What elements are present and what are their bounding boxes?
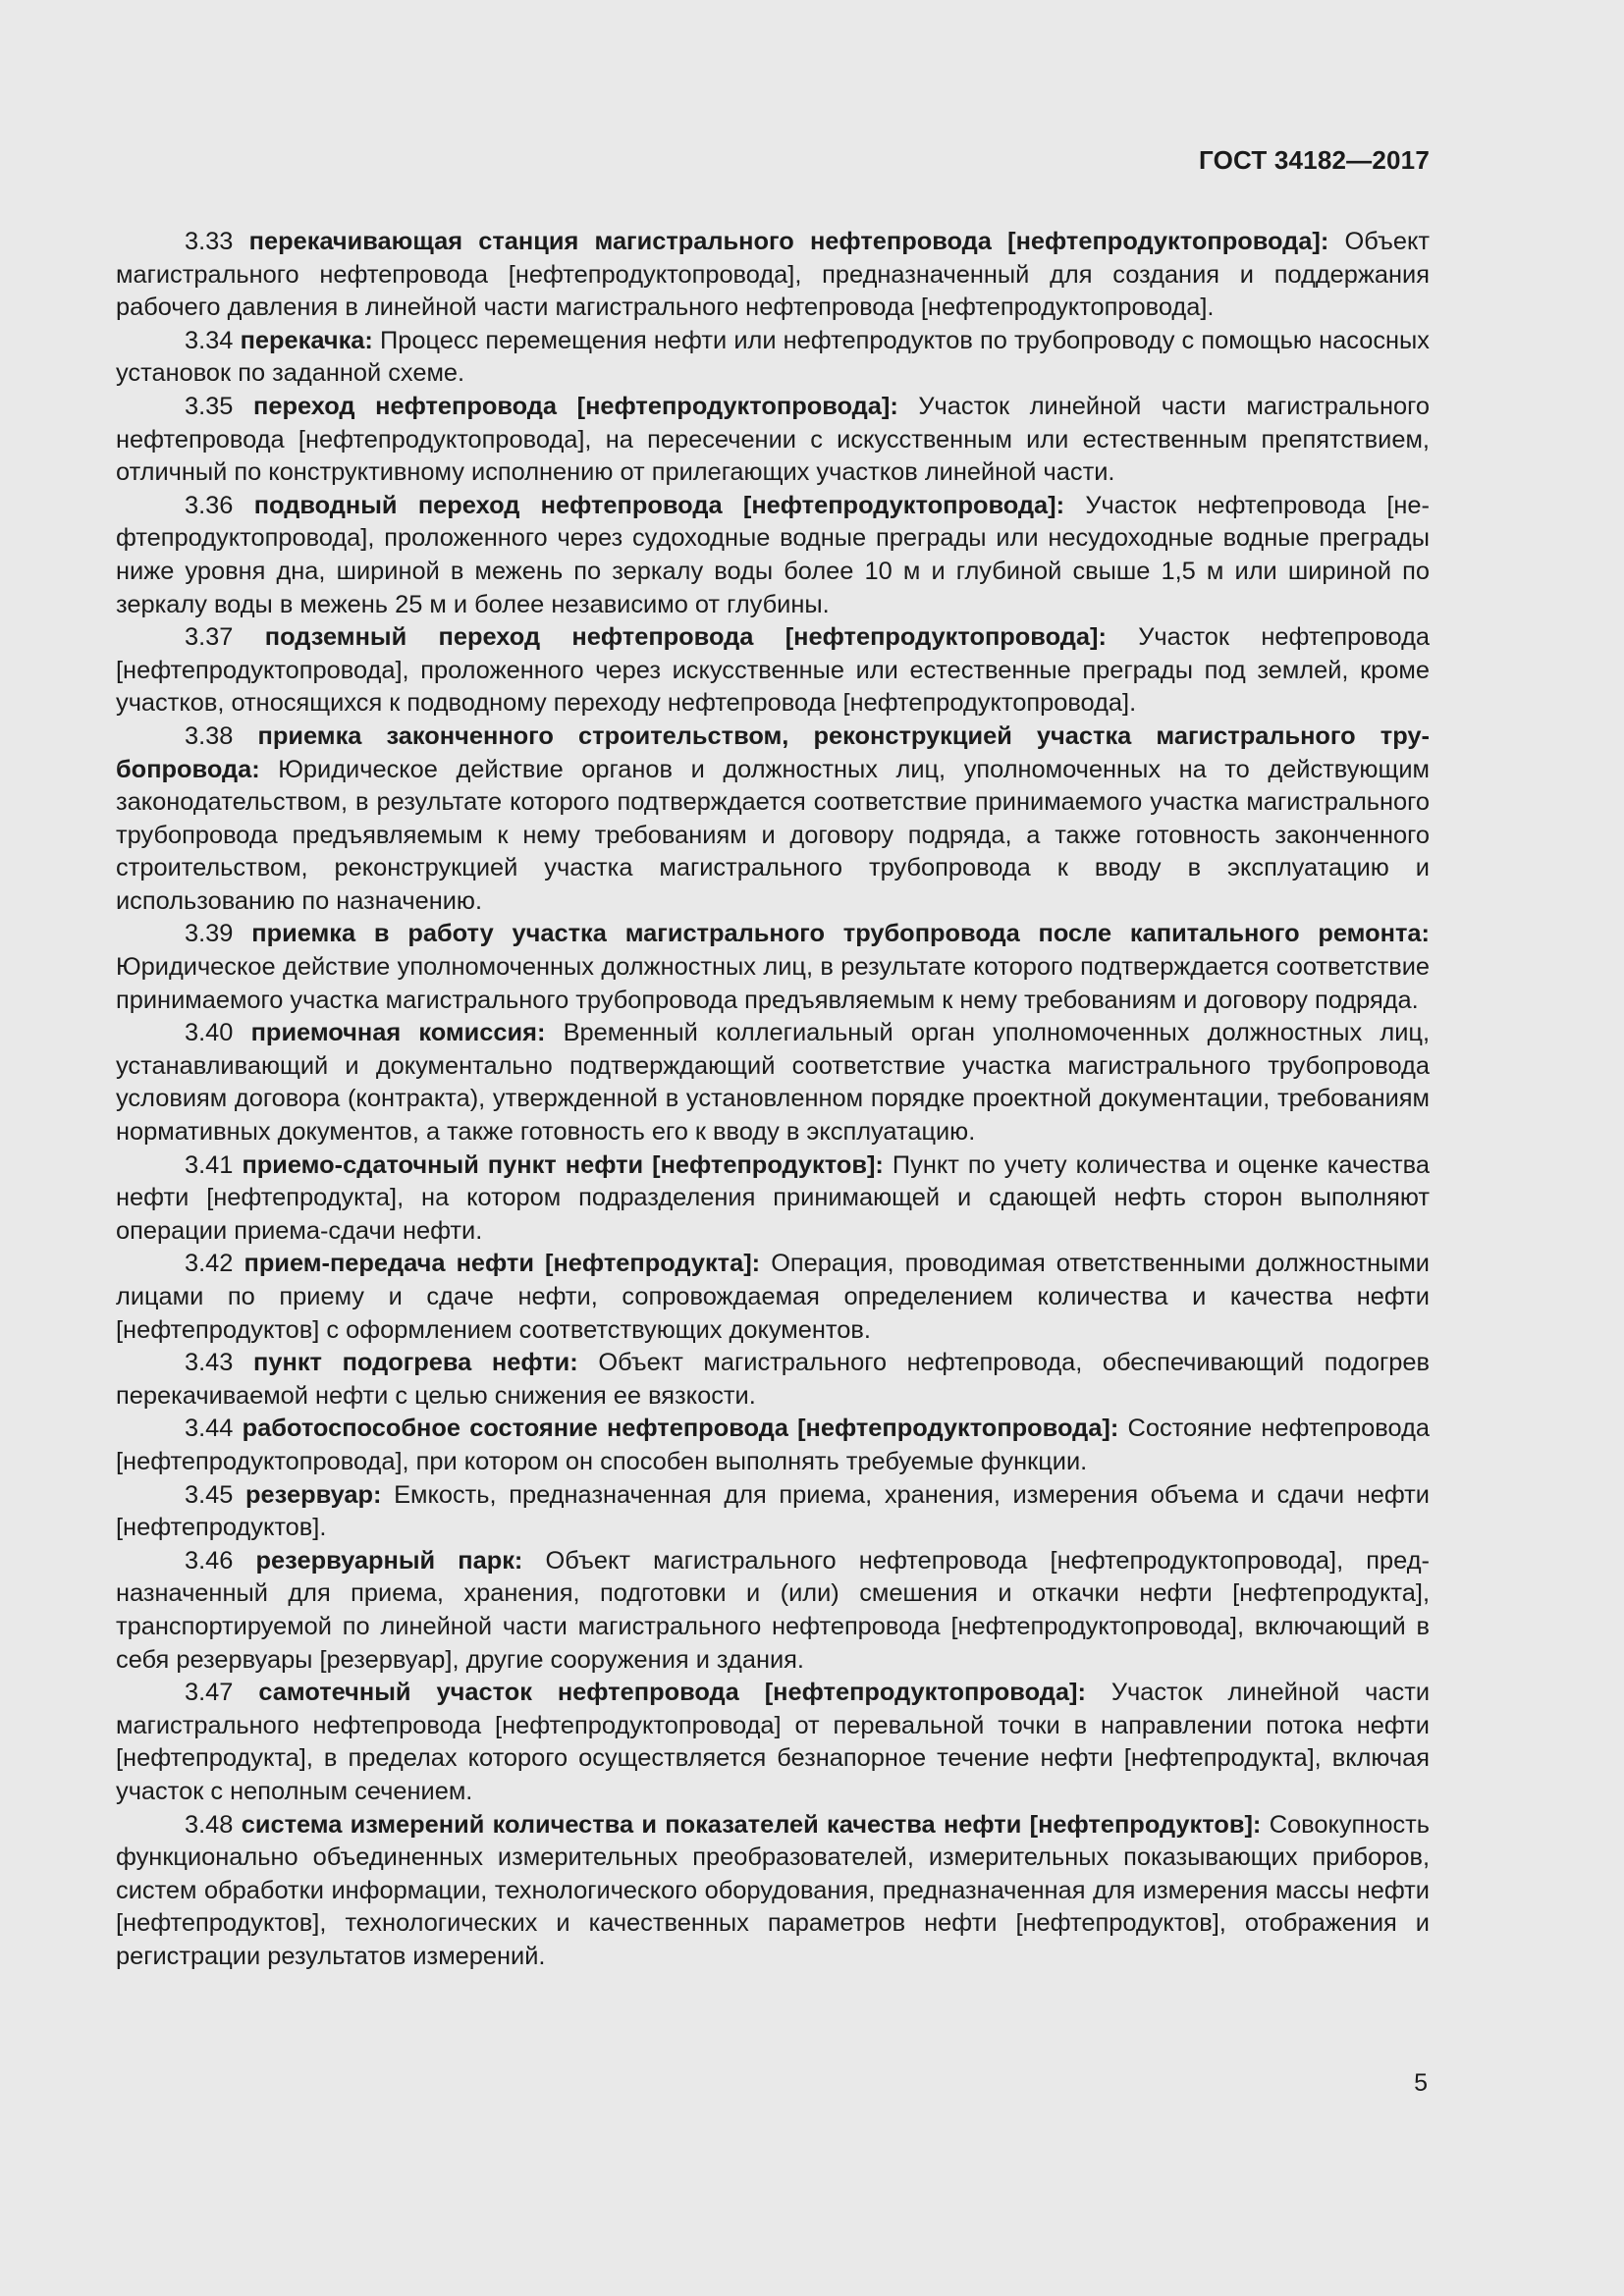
term-definition: Процесс перемещения нефти или нефтепродуктов по трубопроводу с помощью насосных установок по заданной схеме. [116,326,1430,388]
term-number: 3.36 [185,491,234,519]
term-title: система измерений количества и показателей качества нефти [нефтепродуктов]: [241,1810,1262,1839]
term-title: приемочная комиссия: [250,1019,546,1047]
term-definition: Состояние нефтепровода [нефтепродуктопровода], при котором он способен выполнять требуемые функции. [116,1415,1431,1475]
term-title: подводный переход нефтепровода [нефтепродуктопровода]: [253,491,1065,519]
term-entry-3-43 [116,1347,1430,1413]
term-definition: Объект магистрального нефтепровода [нефтепродуктопровода], предназначенный для создания и поддержания рабочего давления в линейной части магистрального нефтепровода [нефтепродуктопровода]. [116,228,1430,322]
term-number: 3.44 [185,1415,234,1443]
term-title: прием-передача нефти [нефтепродукта]: [244,1250,761,1278]
term-number: 3.45 [185,1480,234,1509]
term-number: 3.48 [185,1810,234,1839]
term-number: 3.41 [185,1150,234,1179]
term-definition: Участок линейной части магистрального нефтепровода [нефтепродуктопровода] от перевальной точки в направлении потока нефти [нефтепродукта], в пределах которого осуществляется безнапорное течение нефти [нефтепродукта], включая участок с неполным сечением. [116,1679,1431,1805]
term-definition: Операция, проводимая ответственными должностными лицами по приему и сдаче нефти, сопровождаемая определением количества и качества нефти [нефтепродуктов] с оформлением соответствующих документов. [116,1250,1430,1344]
term-number: 3.39 [185,920,234,948]
term-entry-3-48 [116,1809,1430,1974]
term-entry-3-47 [116,1677,1430,1808]
term-title: приемо-сдаточный пункт нефти [нефтепродуктов]: [242,1150,884,1179]
term-entry-3-39 [116,918,1430,1017]
terms-list [116,226,1430,1973]
term-number: 3.38 [185,721,234,750]
term-entry-3-35 [116,391,1430,490]
standard-header: ГОСТ 34182—2017 [1199,145,1430,175]
term-entry-3-45 [116,1479,1430,1545]
term-definition: Юридическое действие уполномоченных должностных лиц, в результате которого подтверждается соответствие принимаемого участка магистрального трубопровода предъявляемым к нему требованиям и договору подряда. [116,953,1430,1014]
term-definition: Объект магистрального нефтепровода, обеспечивающий подогрев перекачиваемой нефти с целью снижения ее вязкости. [116,1349,1431,1410]
term-definition: Участок нефтепровода [нефтепродуктопровода], проложенного через искусственные или естественные преграды под землей, кроме участков, относящихся к подводному переходу нефтепровода [нефтепродуктопровода]. [116,623,1431,718]
term-entry-3-46 [116,1545,1430,1677]
term-definition: Участок нефтепровода [нефтепродуктопровода], проложенного через судоходные водные преграды или несудоходные водные преграды ниже уровня дна, шириной в межень по зеркалу воды более 10 м и глубиной свыше 1,5 м или шириной по зеркалу воды в межень 25 м и более независимо от глубины. [116,491,1430,618]
term-number: 3.33 [185,228,234,255]
term-title: подземный переход нефтепровода [нефтепродуктопровода]: [264,623,1107,652]
term-entry-3-42 [116,1248,1430,1347]
term-entry-3-41 [116,1149,1430,1249]
term-number: 3.46 [185,1546,234,1575]
term-entry-3-33 [116,226,1430,325]
term-title: перекачивающая станция магистрального нефтепровода [нефтепродуктопровода]: [248,228,1329,255]
term-number: 3.37 [185,623,234,652]
term-number: 3.40 [185,1019,234,1047]
term-number: 3.34 [185,326,234,354]
term-definition: Объект магистрального нефтепровода [нефтепродуктопровода], предназначенный для приема, хранения, подготовки и (или) смешения и откачки нефти [нефтепродукта], транспортируемой по линейной части магистрального нефтепровода [нефтепродуктопровода], включающий в себя резервуары [резервуар], другие сооружения и здания. [116,1546,1430,1674]
term-entry-3-40 [116,1017,1430,1148]
term-definition: Емкость, предназначенная для приема, хранения, измерения объема и сдачи нефти [нефтепродуктов]. [116,1480,1430,1542]
term-number: 3.35 [185,392,234,420]
term-title: переход нефтепровода [нефтепродуктопровода]: [253,392,898,420]
term-title: приемка законченного строительством, реконструкцией участка магистрального трубопровода: [116,721,1430,783]
term-definition: Совокупность функционально объединенных измерительных преобразователей, измерительных показывающих приборов, систем обработки информации, технологического оборудования, предназначенная для измерения массы нефти [нефтепродуктов], технологических и качественных параметров нефти [нефтепродуктов], отображения и регистрации результатов измерений. [116,1810,1431,1970]
term-title: приемка в работу участка магистрального трубопровода после капитального ремонта: [251,920,1430,948]
term-definition: Пункт по учету количества и оценке качества нефти [нефтепродукта], на котором подразделения принимающей и сдающей нефть сторон выполняют операции приема-сдачи нефти. [116,1150,1430,1245]
term-number: 3.47 [185,1679,234,1707]
term-title: самотечный участок нефтепровода [нефтепродуктопровода]: [258,1679,1086,1707]
page-number: 5 [1414,2069,1428,2097]
term-title: работоспособное состояние нефтепровода [нефтепродуктопровода]: [242,1415,1119,1443]
term-title: перекачка: [240,326,373,354]
term-definition: Юридическое действие органов и должностных лиц, уполномоченных на то действующим законодательством, в результате которого подтверждается соответствие принимаемого участка магистрального трубопровода предъявляемым к нему требованиям и договору подряда, а также готовность законченного строительством, реконструкцией участка магистрального трубопровода к вводу в эксплуатацию и использованию по назначению. [116,755,1430,915]
term-entry-3-36 [116,490,1430,621]
term-title: резервуарный парк: [255,1546,523,1575]
term-definition: Участок линейной части магистрального нефтепровода [нефтепродуктопровода], на пересечении с искусственным или естественным препятствием, отличный по конструктивному исполнению от прилегающих участков линейной части. [116,392,1430,487]
term-entry-3-34 [116,325,1430,391]
term-number: 3.42 [185,1250,234,1278]
term-title: пункт подогрева нефти: [253,1349,578,1377]
term-entry-3-38 [116,721,1430,919]
term-entry-3-44 [116,1413,1430,1478]
term-title: резервуар: [245,1480,382,1509]
term-number: 3.43 [185,1349,234,1377]
term-definition: Временный коллегиальный орган уполномоченных должностных лиц, устанавливающий и документально подтверждающий соответствие участка магистрального трубопровода условиям договора (контракта), утвержденной в установленном порядке проектной документации, требованиям нормативных документов, а также готовность его к вводу в эксплуатацию. [116,1019,1430,1147]
term-entry-3-37 [116,621,1430,721]
